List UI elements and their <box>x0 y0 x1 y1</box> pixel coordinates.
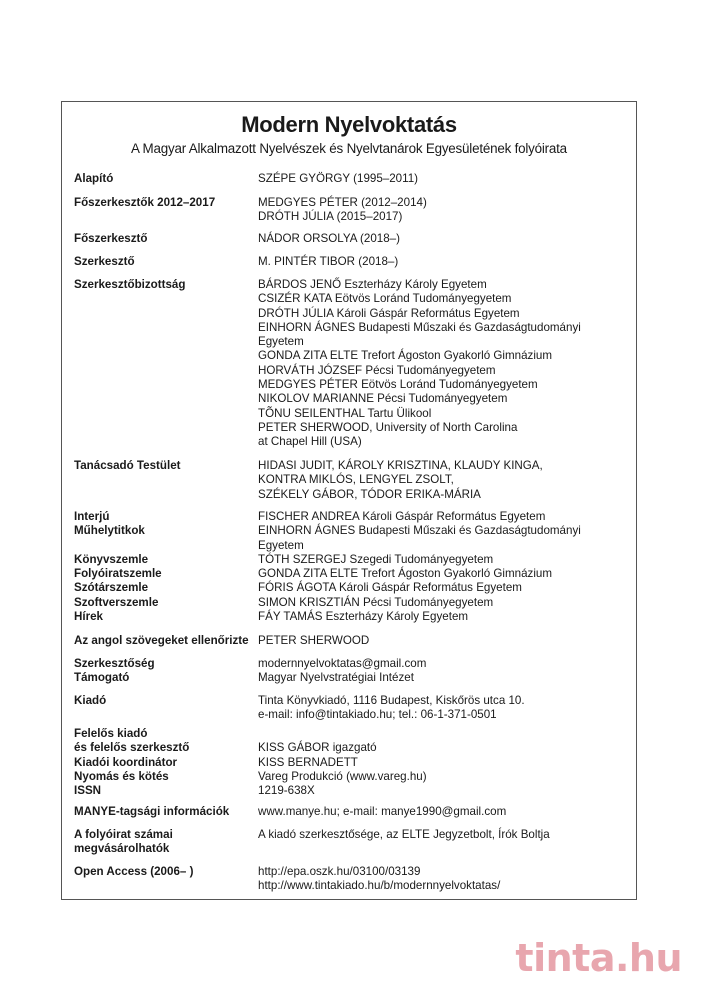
row-labels: Interjú Műhelytitkok Könyvszemle Folyóiratszemle Szótárszemle Szoftverszemle Hírek <box>74 510 162 624</box>
row-label: MANYE-tagsági információk <box>74 805 230 818</box>
row-value: PETER SHERWOOD <box>258 634 370 647</box>
row-value: M. PINTÉR TIBOR (2018–) <box>258 255 399 268</box>
epa-link[interactable]: http://epa.oszk.hu/03100/03139 <box>258 865 421 878</box>
row-label: Főszerkesztő <box>74 232 148 245</box>
row-labels: Szerkesztőség Támogató <box>74 657 155 685</box>
row-value: modernnyelvoktatas@gmail.com Magyar Nyelvstratégiai Intézet <box>258 657 628 686</box>
row-label: Alapító <box>74 172 114 185</box>
journal-subtitle: A Magyar Alkalmazott Nyelvészek és Nyelvtanárok Egyesületének folyóirata <box>131 141 567 156</box>
row-value: A kiadó szerkesztősége, az ELTE Jegyzetbolt, Írók Boltja <box>258 828 550 841</box>
row-value: HIDASI JUDIT, KÁROLY KRISZTINA, KLAUDY KINGA, KONTRA MIKLÓS, LENGYEL ZSOLT, SZÉKELY GÁBOR, TÓDOR ERIKA-MÁRIA <box>258 459 543 501</box>
row-label: Open Access (2006– ) <box>74 865 194 878</box>
masthead-box <box>61 101 637 900</box>
row-value: SZÉPE GYÖRGY (1995–2011) <box>258 172 419 185</box>
journal-title: Modern Nyelvoktatás <box>241 112 457 137</box>
row-label: Az angol szövegeket ellenőrizte <box>74 634 249 647</box>
membership-link[interactable]: www.manye.hu; e-mail: manye1990@gmail.com <box>258 805 507 818</box>
tinta-link[interactable]: http://www.tintakiado.hu/b/modernnyelvoktatas/ <box>258 879 501 893</box>
row-value: Tinta Könyvkiadó, 1116 Budapest, Kiskőrös utca 10. e-mail: info@tintakiado.hu; tel.: 06-1-371-0501 <box>258 694 628 723</box>
row-value: FISCHER ANDREA Károli Gáspár Református Egyetem EINHORN ÁGNES Budapesti Műszaki és Gazdaságtudományi Egyetem TÓTH SZERGEJ Szegedi Tudományegyetem GONDA ZITA ELTE Trefort Ágoston Gyakorló Gimnázium FÓRIS ÁGOTA Károli Gáspár Református Egyetem SIMON KRISZTIÁN Pécsi Tudományegyetem FÁY TAMÁS Eszterházy Károly Egyetem <box>258 510 581 624</box>
row-labels: A folyóirat számai megvásárolhatók <box>74 828 173 856</box>
row-value: KISS GÁBOR igazgató KISS BERNADETT Vareg Produkció (www.vareg.hu) 1219-638X <box>258 741 427 798</box>
row-label: Szerkesztőbizottság <box>74 278 186 291</box>
row-label: Szerkesztő <box>74 255 135 268</box>
row-label: Főszerkesztők 2012–2017 <box>74 196 216 209</box>
publisher-contact[interactable]: e-mail: info@tintakiado.hu; tel.: 06-1-371-0501 <box>258 708 497 722</box>
row-value: BÁRDOS JENŐ Eszterházy Károly Egyetem CSIZÉR KATA Eötvös Loránd Tudományegyetem DRÓTH JÚLIA Károli Gáspár Református Egyetem EINHORN ÁGNES Budapesti Műszaki és Gazdaságtudományi Egyetem GONDA ZITA ELTE Trefort Ágoston Gyakorló Gimnázium HORVÁTH JÓZSEF Pécsi Tudományegyetem MEDGYES PÉTER Eötvös Loránd Tudományegyetem NIKOLOV MARIANNE Pécsi Tudományegyetem TÕNU SEILENTHAL Tartu Ülikool PETER SHERWOOD, University of North Carolina at Chapel Hill (USA) <box>258 278 581 449</box>
row-label: Kiadó <box>74 694 107 707</box>
editorial-email-link[interactable]: modernnyelvoktatas@gmail.com <box>258 657 427 670</box>
tinta-brand-logo[interactable]: tinta.hu <box>515 936 682 980</box>
row-value <box>258 805 628 819</box>
row-value: NÁDOR ORSOLYA (2018–) <box>258 232 400 245</box>
row-value <box>258 865 628 894</box>
row-labels: Felelős kiadó és felelős szerkesztő Kiadói koordinátor Nyomás és kötés ISSN <box>74 727 190 798</box>
row-label: Tanácsadó Testület <box>74 459 181 472</box>
row-value: MEDGYES PÉTER (2012–2014) DRÓTH JÚLIA (2015–2017) <box>258 196 427 224</box>
